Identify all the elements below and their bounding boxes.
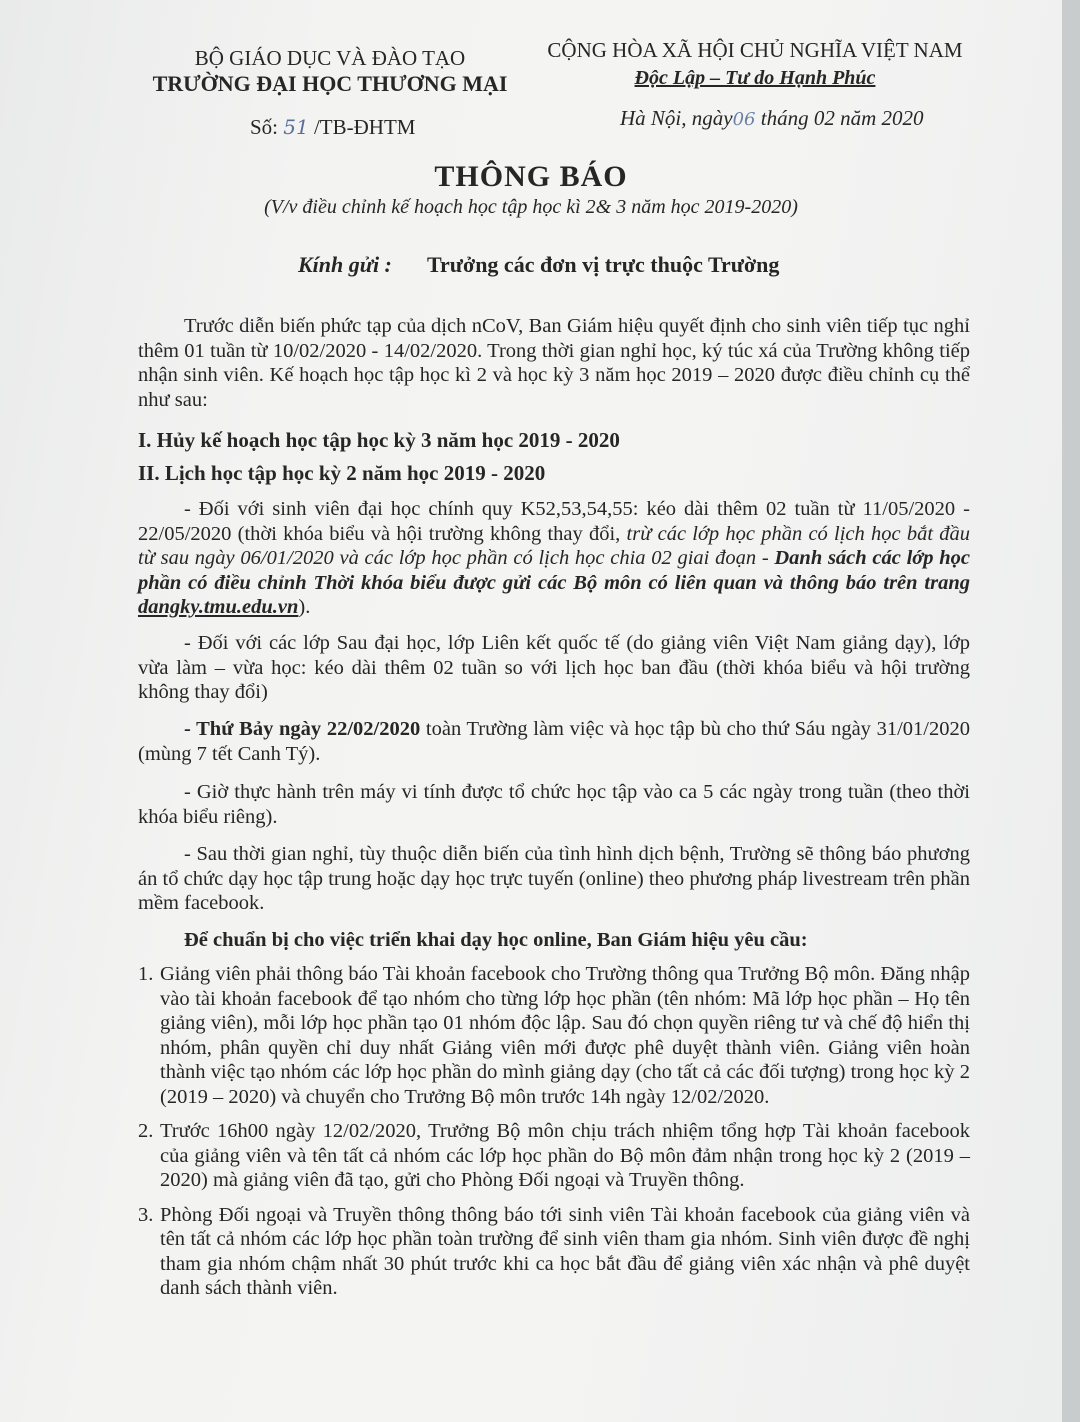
ministry-name: BỘ GIÁO DỤC VÀ ĐÀO TẠO bbox=[194, 46, 466, 70]
paragraph-computer-practice: - Giờ thực hành trên máy vi tính được tổ chức học tập vào ca 5 các ngày trong tuần (theo thời khóa biểu riêng). bbox=[138, 781, 970, 828]
republic-name: CỘNG HÒA XÃ HỘI CHỦ NGHĨA VIỆT NAM bbox=[547, 38, 963, 62]
national-motto: Độc Lập – Tư do Hạnh Phúc bbox=[634, 67, 876, 89]
section-2-heading: II. Lịch học tập học kỳ 2 năm học 2019 - 2020 bbox=[138, 461, 546, 485]
document-title: THÔNG BÁO bbox=[434, 160, 628, 193]
section-1-heading: I. Hủy kế hoạch học tập học kỳ 3 năm học 2019 - 2020 bbox=[138, 428, 620, 452]
document-subtitle: (V/v điều chỉnh kế hoạch học tập học kì 2& 3 năm học 2019-2020) bbox=[264, 196, 798, 218]
handwritten-number: 51 bbox=[283, 115, 309, 139]
list-item: 1. Giảng viên phải thông báo Tài khoản facebook cho Trường thông qua Trưởng Bộ môn. Đăng nhập vào tài khoản facebook để tạo nhóm cho từng lớp học phần (tên nhóm: Mã lớp học phần – Họ tên giảng viên), mỗi lớp học phần tạo 01 nhóm độc lập. Sau đó chọn quyền riêng tư và chế độ hiển thị nhóm, phân quyền chỉ duy nhất Giảng viên mới được phê duyệt thành viên. Giảng viên hoàn thành việc tạo nhóm các lớp học phần do mình giảng dạy (cho tất cả các đối tượng) trong học kỳ 2 (2019 – 2020) và chuyển cho Trưởng Bộ môn trước 14h ngày 12/02/2020. bbox=[138, 963, 970, 1108]
recipient-label: Kính gửi : bbox=[298, 252, 392, 277]
registration-link[interactable]: dangky.tmu.edu.vn bbox=[138, 596, 299, 618]
issuer-block bbox=[140, 46, 520, 96]
requirements-list bbox=[138, 962, 970, 1301]
paragraph-after-break: - Sau thời gian nghỉ, tùy thuộc diễn biến của tình hình dịch bệnh, Trường sẽ thông báo phương án tổ chức dạy học tập trung hoặc dạy học trực tuyến (online) theo phương pháp livestream trên phần mềm facebook. bbox=[138, 843, 970, 914]
document-date: Hà Nội, ngày06 tháng 02 năm 2020 bbox=[620, 106, 924, 130]
requirements-heading: Để chuẩn bị cho việc triển khai dạy học online, Ban Giám hiệu yêu cầu: bbox=[184, 929, 808, 951]
paragraph-postgraduate: - Đối với các lớp Sau đại học, lớp Liên kết quốc tế (do giảng viên Việt Nam giảng dạy), lớp vừa làm – vừa học: kéo dài thêm 02 tuần so với lịch học ban đầu (thời khóa biểu và hội trường không thay đổi) bbox=[138, 632, 970, 703]
paragraph-makeup-day: - Thứ Bảy ngày 22/02/2020 toàn Trường làm việc và học tập bù cho thứ Sáu ngày 31/01/2020 (mùng 7 tết Canh Tý). bbox=[138, 718, 970, 765]
page-edge bbox=[1062, 0, 1080, 1422]
recipient: Trưởng các đơn vị trực thuộc Trường bbox=[427, 252, 780, 277]
document-number: Số: 51 /TB-ĐHTM bbox=[250, 115, 416, 139]
recipient-line bbox=[298, 252, 779, 278]
university-name: TRƯỜNG ĐẠI HỌC THƯƠNG MẠI bbox=[152, 71, 508, 96]
list-item: 2. Trước 16h00 ngày 12/02/2020, Trưởng Bộ môn chịu trách nhiệm tổng hợp Tài khoản facebook của giảng viên và tên tất cả nhóm các lớp học phần do Bộ môn đảm nhận trong học kỳ 2 (2019 – 2020) mà giảng viên đã tạo, gửi cho Phòng Đối ngoại và Truyền thông. bbox=[138, 1120, 970, 1191]
paragraph-undergraduate: - Đối với sinh viên đại học chính quy K52,53,54,55: kéo dài thêm 02 tuần từ 11/05/2020 - 22/05/2020 (thời khóa biểu và hội trường không thay đổi, trừ các lớp học phần có lịch học bắt đầu từ sau ngày 06/01/2020 và các lớp học phần có lịch học chia 02 giai đoạn - Danh sách các lớp học phần có điều chỉnh Thời khóa biểu được gửi các Bộ môn có liên quan và thông báo trên trang dangky.tmu.edu.vn). bbox=[138, 498, 970, 618]
national-heading bbox=[520, 36, 990, 92]
list-item: 3. Phòng Đối ngoại và Truyền thông thông báo tới sinh viên Tài khoản facebook của giảng viên và tên tất cả nhóm các lớp học phần toàn trường để sinh viên tham gia nhóm. Sinh viên được đề nghị tham gia nhóm chậm nhất 30 phút trước khi ca học bắt đầu để giảng viên xác nhận và phê duyệt danh sách thành viên. bbox=[138, 1203, 970, 1299]
handwritten-day: 06 bbox=[732, 109, 756, 130]
intro-paragraph: Trước diễn biến phức tạp của dịch nCoV, Ban Giám hiệu quyết định cho sinh viên tiếp tục nghỉ thêm 01 tuần từ 10/02/2020 - 14/02/2020. Trong thời gian nghỉ học, ký túc xá của Trường không tiếp nhận sinh viên. Kế hoạch học tập học kì 2 và học kỳ 3 năm học 2019 – 2020 được điều chỉnh cụ thể như sau: bbox=[138, 315, 970, 411]
